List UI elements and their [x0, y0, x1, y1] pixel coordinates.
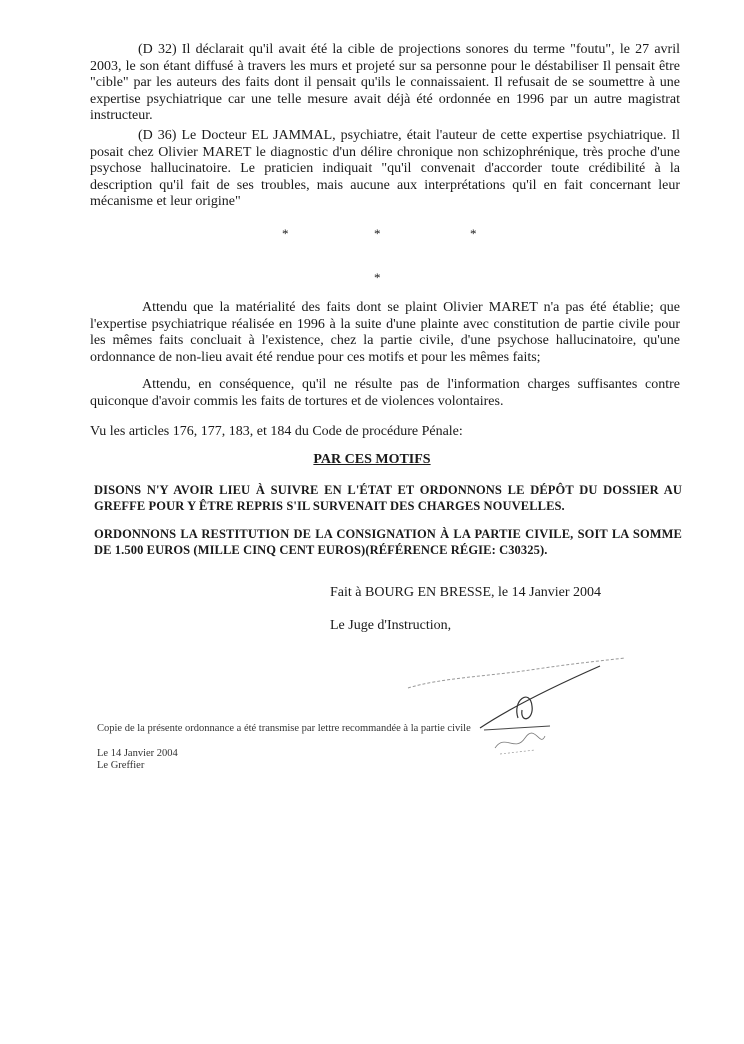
- place-date: Fait à BOURG EN BRESSE, le 14 Janvier 2004: [330, 585, 602, 600]
- separator-star: *: [282, 226, 289, 241]
- footer-date: Le 14 Janvier 2004: [97, 748, 178, 759]
- paragraph-d36-text: (D 36) Le Docteur EL JAMMAL, psychiatre, était l'auteur de cette expertise psychiatrique. Il posait chez Olivier MARET le diagnostic d'un délire chronique non schizophrénique, très proche d'une psychose hallucinatoire. Le praticien indiquait "qu'il convenait d'accorder toute crédibilité à la description qu'il fait de ses troubles, mais aucune aux interprétations qu'il en fait concernant leur mécanisme et leur origine": [90, 128, 680, 209]
- paragraph-attendu-2: [90, 377, 680, 410]
- paragraph-d36: [90, 128, 680, 211]
- separator-star: *: [470, 226, 477, 241]
- paragraph-d32-text: (D 32) Il déclarait qu'il avait été la cible de projections sonores du terme "foutu", le 27 avril 2003, le son étant diffusé à travers les murs et projeté sur sa personne pour le déstabiliser Il pensait être "cible" par les auteurs des faits dont il pensait qu'ils le connaissaient. Il refusait de se soumettre à une expertise psychiatrique car une telle mesure avait déjà été ordonnée en 1996 par un autre magistrat instructeur.: [90, 42, 680, 123]
- judge-title: Le Juge d'Instruction,: [330, 618, 452, 633]
- separator-star: *: [374, 226, 381, 241]
- paragraph-attendu-2-text: Attendu, en conséquence, qu'il ne résulte pas de l'information charges suffisantes contre quiconque d'avoir commis les faits de tortures et de violences volontaires.: [90, 377, 680, 409]
- decision-disons: DISONS N'Y AVOIR LIEU À SUIVRE EN L'ÉTAT ET ORDONNONS LE DÉPÔT DU DOSSIER AU GREFFE POUR Y ÊTRE REPRIS S'IL SURVENAIT DES CHARGES NOUVELLES.: [94, 483, 682, 513]
- paragraph-vu: [90, 424, 680, 441]
- copy-note: Copie de la présente ordonnance a été transmise par lettre recommandée à la partie civile: [97, 723, 471, 734]
- section-heading: PAR CES MOTIFS: [313, 452, 431, 467]
- separator-star: *: [374, 270, 381, 285]
- paragraph-vu-text: Vu les articles 176, 177, 183, et 184 du Code de procédure Pénale:: [90, 424, 463, 439]
- clerk-signature: [490, 728, 550, 758]
- paragraph-attendu-1-text: Attendu que la matérialité des faits dont se plaint Olivier MARET n'a pas été établie; que l'expertise psychiatrique réalisée en 1996 à la suite d'une plainte avec constitution de partie civile pour les mêmes faits concluait à l'existence, chez la partie civile, d'une psychose hallucinatoire, qu'une ordonnance de non-lieu avait été rendue pour ces motifs et pour les mêmes faits;: [90, 300, 680, 365]
- decision-ordonnons: ORDONNONS LA RESTITUTION DE LA CONSIGNATION À LA PARTIE CIVILE, SOIT LA SOMME DE 1.500 EUROS (MILLE CINQ CENT EUROS)(RÉFÉRENCE RÉGIE: C30325).: [94, 527, 682, 557]
- paragraph-attendu-1: [90, 300, 680, 366]
- footer-clerk: Le Greffier: [97, 760, 145, 771]
- paragraph-d32: [90, 42, 680, 125]
